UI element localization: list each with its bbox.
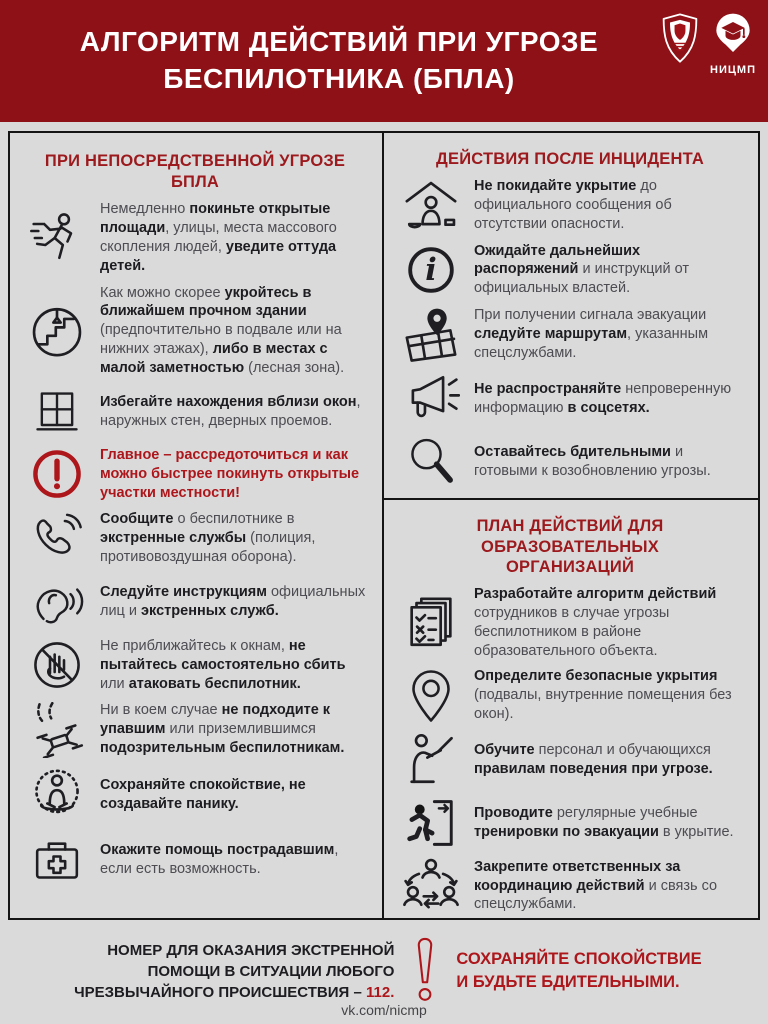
basement-shelter-icon (14, 302, 100, 360)
section-title: ПРИ НЕПОСРЕДСТВЕННОЙ УГРОЗЕ БПЛА (44, 152, 346, 191)
fallen-drone-icon (14, 702, 100, 758)
meditation-calm-icon (14, 766, 100, 824)
instruction-text: Не покидайте укрытие до официального сообщения об отсутствии опасности. (474, 178, 672, 233)
window-icon (14, 386, 100, 438)
exclamation-icon (412, 936, 438, 1006)
instruction-text: Следуйте инструкциям официальных лиц и экстренных служб. (100, 584, 366, 619)
megaphone-icon (388, 370, 474, 428)
instruction-text: Обучите персонал и обучающихся правилам поведения при угрозе. (474, 742, 713, 777)
no-hand-icon (14, 637, 100, 693)
instruction-item (14, 575, 376, 629)
instruction-text: При получении сигнала эвакуации следуйте маршрутам, указанным спецслужбами. (474, 306, 709, 361)
phone-icon (14, 512, 100, 566)
instruction-item (388, 667, 752, 724)
checklist-documents-icon (388, 594, 474, 652)
instruction-text: Как можно скорее укройтесь в ближайшем прочном здании (предпочтительно в подвале или на нижних этажах), либо в местах с малой заметностью (лесная зона). (100, 284, 345, 376)
instruction-item (14, 701, 376, 758)
location-pin-icon (388, 668, 474, 724)
instruction-text: Сохраняйте спокойствие, не создавайте панику. (100, 777, 306, 812)
stay-calm-text: СОХРАНЯЙТЕ СПОКОЙСТВИЕ И БУДЬТЕ БДИТЕЛЬНЫМИ. (456, 949, 702, 991)
instruction-text: Не распространяйте непроверенную информацию в соцсетях. (474, 381, 732, 417)
right-column (384, 133, 758, 918)
instruction-item (388, 305, 752, 363)
instruction-text: Главное – рассредоточиться и как можно быстрее покинуть открытые участки местности! (100, 446, 360, 501)
instruction-text: Избегайте нахождения вблизи окон, наружных стен, дверных проемов. (100, 394, 361, 429)
section-immediate-threat (10, 133, 384, 918)
section-education-plan (384, 500, 758, 920)
instruction-text: Закрепите ответственных за координацию действий и связь со спецслужбами. (474, 858, 718, 913)
instruction-item (14, 284, 376, 378)
footer (0, 922, 768, 1024)
instruction-item (14, 200, 376, 275)
instruction-item (14, 386, 376, 438)
running-person-icon (14, 210, 100, 266)
emergency-number-text: НОМЕР ДЛЯ ОКАЗАНИЯ ЭКСТРЕННОЙ ПОМОЩИ В СИТУАЦИИ ЛЮБОГО ЧРЕЗВЫЧАЙНОГО ПРОИСШЕСТВИЯ – 112. (74, 941, 395, 1001)
instruction-item (388, 370, 752, 428)
instruction-text: Окажите помощь пострадавшим, если есть возможность. (100, 842, 339, 877)
content-area (8, 131, 760, 920)
instruction-item (14, 832, 376, 888)
instruction-item (14, 637, 376, 694)
nicmp-logo (710, 12, 756, 76)
instruction-item (388, 177, 752, 235)
shelter-person-icon (388, 177, 474, 235)
header-logos (660, 12, 756, 76)
page-title: АЛГОРИТМ ДЕЙСТВИЙ ПРИ УГРОЗЕ БЕСПИЛОТНИКА (БПЛА) (79, 26, 599, 94)
emergency-exit-icon (388, 796, 474, 850)
instruction-text: Ожидайте дальнейших распоряжений и инструкций от официальных властей. (474, 242, 690, 297)
section-title: ПЛАН ДЕЙСТВИЙ ДЛЯ ОБРАЗОВАТЕЛЬНЫХ ОРГАНИЗАЦИЙ (476, 517, 664, 577)
emergency-number: 112. (366, 983, 395, 1001)
nicmp-label: НИЦМП (710, 64, 756, 76)
instruction-text: Ни в коем случае не подходите к упавшим или приземлившимся подозрительным беспилотникам. (100, 702, 345, 757)
instruction-item (388, 857, 752, 915)
teacher-training-icon (388, 731, 474, 789)
shield-icon (660, 12, 700, 64)
header (0, 0, 768, 122)
instruction-item (14, 446, 376, 503)
svg-text:i: i (425, 252, 437, 289)
first-aid-kit-icon (14, 832, 100, 888)
info-circle-icon (388, 243, 474, 297)
instruction-text: Сообщите о беспилотнике в экстренные службы (полиция, противовоздушная оборона). (100, 511, 316, 566)
section-after-incident (384, 133, 758, 500)
coordination-people-icon (388, 857, 474, 915)
section-title: ДЕЙСТВИЯ ПОСЛЕ ИНЦИДЕНТА (436, 150, 704, 168)
instruction-text: Оставайтесь бдительными и готовыми к возобновлению угрозы. (474, 444, 711, 480)
alert-exclamation-icon (14, 446, 100, 502)
instruction-item (388, 796, 752, 850)
instruction-item (388, 731, 752, 789)
ministry-shield-logo (660, 12, 700, 64)
instruction-item (388, 242, 752, 299)
instruction-text: Не приближайтесь к окнам, не пытайтесь самостоятельно сбить или атаковать беспилотник. (100, 637, 346, 692)
instruction-item (388, 585, 752, 660)
instruction-text: Немедленно покиньте открытые площади, улицы, места массового скопления людей, уведите оттуда детей. (100, 201, 337, 274)
instruction-item (14, 766, 376, 824)
instruction-text: Проводите регулярные учебные тренировки по эвакуации в укрытие. (474, 805, 734, 840)
instruction-item (14, 510, 376, 567)
graduation-pin-icon (712, 12, 754, 62)
instruction-item (388, 435, 752, 489)
vk-link: vk.com/nicmp (341, 1002, 427, 1018)
ear-listen-icon (14, 575, 100, 629)
map-route-icon (388, 305, 474, 363)
magnifier-icon (388, 435, 474, 489)
instruction-text: Определите безопасные укрытия (подвалы, внутренние помещения без окон). (474, 668, 732, 723)
instruction-text: Разработайте алгоритм действий сотрудников в случае угрозы беспилотником в районе образовательного объекта. (474, 586, 717, 659)
